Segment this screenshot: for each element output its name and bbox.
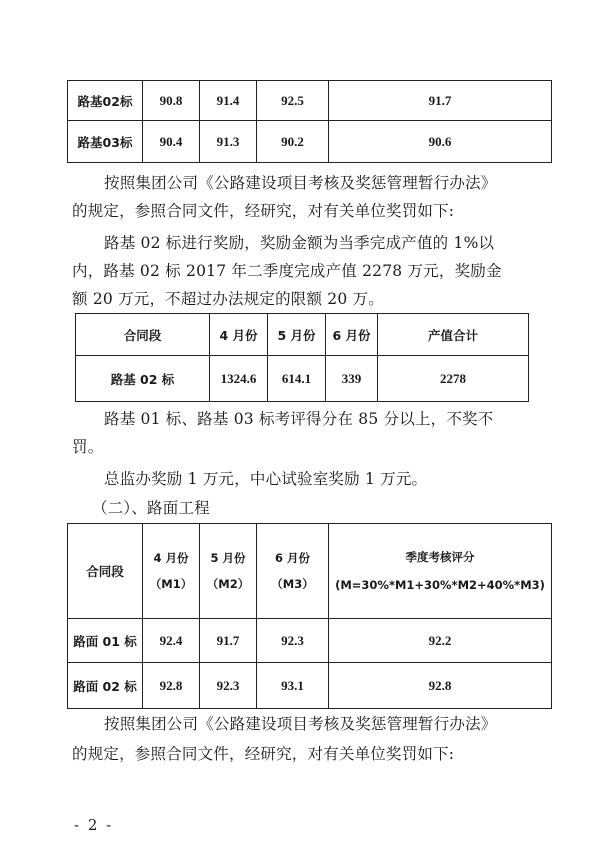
- column-header: 合同段: [68, 524, 143, 619]
- column-header: 4 月份: [210, 314, 268, 356]
- score-cell: 92.2: [329, 619, 552, 663]
- paragraph-line: 按照集团公司《公路建设项目考核及奖惩管理暂行办法》: [104, 174, 497, 192]
- column-header: [143, 524, 200, 619]
- score-table-pavement: [67, 523, 552, 709]
- m2-cell: 92.3: [200, 663, 257, 709]
- table-row: [68, 619, 552, 663]
- section-cell: 路基02标: [68, 81, 143, 121]
- production-value-table: [75, 313, 529, 402]
- m3-cell: 90.2: [257, 121, 329, 163]
- column-header: 6 月份: [326, 314, 378, 356]
- total-cell: 2278: [378, 356, 529, 402]
- column-header: 产值合计: [378, 314, 529, 356]
- page-number: - 2 -: [74, 816, 114, 834]
- score-table-roadbed: [67, 80, 552, 163]
- table-row: [68, 663, 552, 709]
- section-cell: 路面 02 标: [68, 663, 143, 709]
- column-header: [329, 524, 552, 619]
- table-header-row: [68, 524, 552, 619]
- column-header: [200, 524, 257, 619]
- paragraph-line: 的规定，参照合同文件，经研究，对有关单位奖罚如下:: [72, 745, 455, 763]
- paragraph-line: 路基 01 标、路基 03 标考评得分在 85 分以上，不奖不: [104, 410, 494, 428]
- m2-cell: 91.4: [200, 81, 257, 121]
- code-label: （M2）: [206, 577, 250, 591]
- m2-cell: 91.7: [200, 619, 257, 663]
- score-cell: 91.7: [329, 81, 552, 121]
- m1-cell: 90.4: [143, 121, 200, 163]
- section-cell: 路基 02 标: [76, 356, 210, 402]
- column-header: 5 月份: [268, 314, 326, 356]
- m1-cell: 90.8: [143, 81, 200, 121]
- column-header: [257, 524, 329, 619]
- m3-cell: 93.1: [257, 663, 329, 709]
- score-cell: 90.6: [329, 121, 552, 163]
- paragraph-line: 路基 02 标进行奖励，奖励金额为当季完成产值的 1%以: [104, 234, 495, 252]
- score-title: 季度考核评分: [405, 550, 475, 564]
- code-label: （M3）: [271, 577, 314, 591]
- m1-cell: 92.8: [143, 663, 200, 709]
- m2-cell: 91.3: [200, 121, 257, 163]
- section-heading: （二）、路面工程: [92, 499, 210, 517]
- m3-cell: 92.3: [257, 619, 329, 663]
- month-label: 5 月份: [210, 551, 246, 565]
- table-row: [76, 356, 529, 402]
- table-header-row: [76, 314, 529, 356]
- section-cell: 路面 01 标: [68, 619, 143, 663]
- table-row: [68, 81, 552, 121]
- paragraph-line: 的规定，参照合同文件，经研究，对有关单位奖罚如下:: [72, 202, 455, 220]
- m3-cell: 92.5: [257, 81, 329, 121]
- month-label: 6 月份: [274, 551, 310, 565]
- m1-cell: 92.4: [143, 619, 200, 663]
- paragraph-line: 额 20 万元，不超过办法规定的限额 20 万。: [72, 290, 384, 308]
- column-header: 合同段: [76, 314, 210, 356]
- table-row: [68, 121, 552, 163]
- jun-cell: 339: [326, 356, 378, 402]
- score-cell: 92.8: [329, 663, 552, 709]
- paragraph-line: 按照集团公司《公路建设项目考核及奖惩管理暂行办法》: [104, 715, 497, 733]
- may-cell: 614.1: [268, 356, 326, 402]
- paragraph-line: 罚。: [72, 438, 104, 456]
- code-label: （M1）: [149, 577, 193, 591]
- apr-cell: 1324.6: [210, 356, 268, 402]
- score-formula: (M=30%*M1+30%*M2+40%*M3): [335, 578, 545, 592]
- paragraph-line: 总监办奖励 1 万元，中心试验室奖励 1 万元。: [104, 470, 428, 488]
- paragraph-line: 内，路基 02 标 2017 年二季度完成产值 2278 万元，奖励金: [72, 262, 502, 280]
- section-cell: 路基03标: [68, 121, 143, 163]
- month-label: 4 月份: [153, 551, 189, 565]
